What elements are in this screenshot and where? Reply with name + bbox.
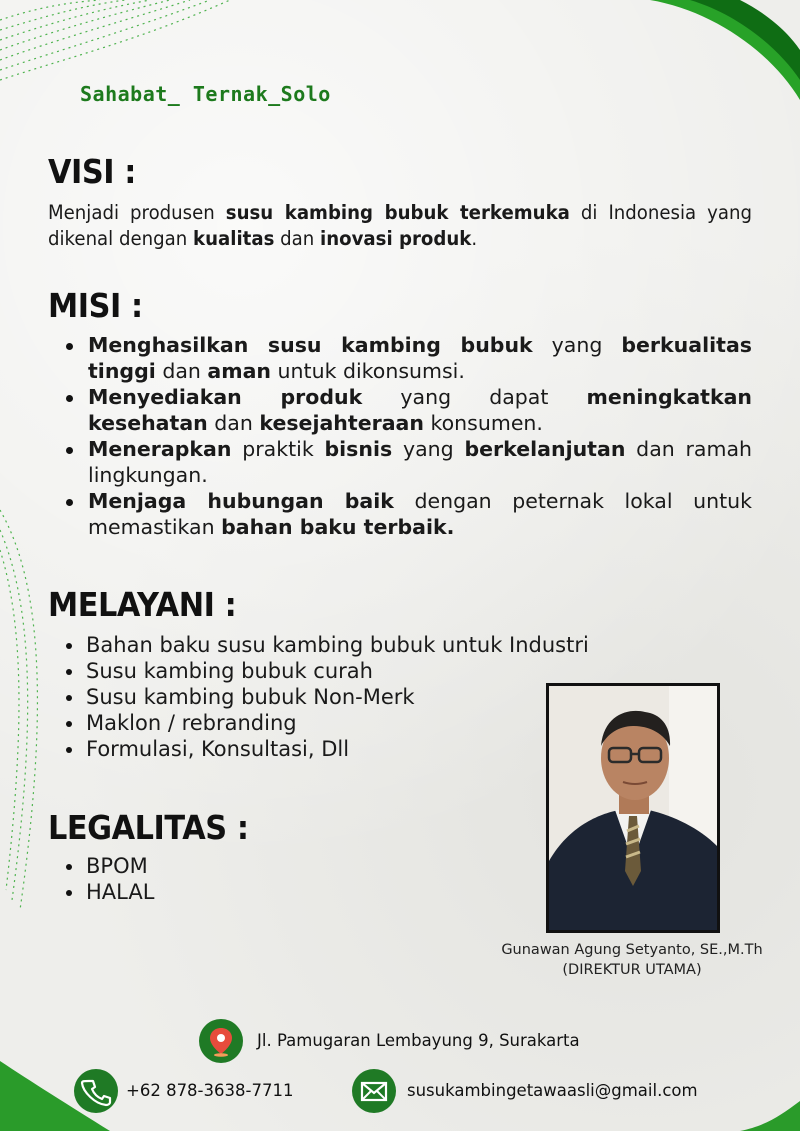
director-photo [546, 683, 720, 933]
brand-name: Sahabat_ Ternak_Solo [80, 82, 331, 106]
melayani-item: Susu kambing bubuk Non-Merk [60, 684, 589, 710]
email-text[interactable]: susukambingetawaasli@gmail.com [407, 1081, 698, 1100]
phone-icon[interactable] [74, 1069, 118, 1113]
director-name: Gunawan Agung Setyanto, SE.,M.Th [501, 942, 763, 958]
melayani-item: Susu kambing bubuk curah [60, 658, 589, 684]
visi-text-part: Menjadi produsen [48, 201, 226, 224]
visi-text-part: dan [274, 227, 321, 250]
legalitas-heading: LEGALITAS : [48, 808, 249, 847]
misi-item: Menerapkan praktik bisnis yang berkelanjutan dan ramah lingkungan. [60, 436, 752, 488]
visi-text-bold: kualitas [193, 227, 275, 250]
misi-item: Menjaga hubungan baik dengan peternak lokal untuk memastikan bahan baku terbaik. [60, 488, 752, 540]
melayani-heading: MELAYANI : [48, 585, 237, 624]
director-caption [494, 940, 770, 980]
corner-decoration-bottom-right [740, 1101, 800, 1131]
melayani-item: Maklon / rebranding [60, 710, 589, 736]
address-text: Jl. Pamugaran Lembayung 9, Surakarta [257, 1031, 580, 1050]
melayani-item: Formulasi, Konsultasi, Dll [60, 736, 589, 762]
visi-text [48, 200, 752, 252]
visi-text-bold: inovasi produk [320, 227, 472, 250]
location-pin-icon [199, 1019, 243, 1063]
visi-text-part: . [471, 227, 478, 250]
melayani-list [60, 632, 589, 762]
phone-text[interactable]: +62 878-3638-7711 [126, 1081, 294, 1100]
visi-heading: VISI : [48, 152, 136, 191]
misi-item: Menghasilkan susu kambing bubuk yang berkualitas tinggi dan aman untuk dikonsumsi. [60, 332, 752, 384]
legalitas-item: HALAL [60, 879, 154, 905]
corner-decoration-top-right [620, 0, 800, 120]
legalitas-list [60, 853, 154, 905]
mail-icon[interactable] [352, 1069, 396, 1113]
misi-item: Menyediakan produk yang dapat meningkatkan kesehatan dan kesejahteraan konsumen. [60, 384, 752, 436]
legalitas-item: BPOM [60, 853, 154, 879]
melayani-item: Bahan baku susu kambing bubuk untuk Industri [60, 632, 589, 658]
portrait-illustration [549, 686, 717, 930]
visi-text-part: di Indonesia yang dikenal dengan [48, 201, 753, 250]
misi-heading: MISI : [48, 286, 143, 325]
visi-text-bold: susu kambing bubuk terkemuka [225, 201, 570, 224]
misi-list [60, 332, 752, 540]
dotted-wave-decoration-left [0, 500, 60, 920]
director-title: (DIREKTUR UTAMA) [562, 962, 702, 978]
